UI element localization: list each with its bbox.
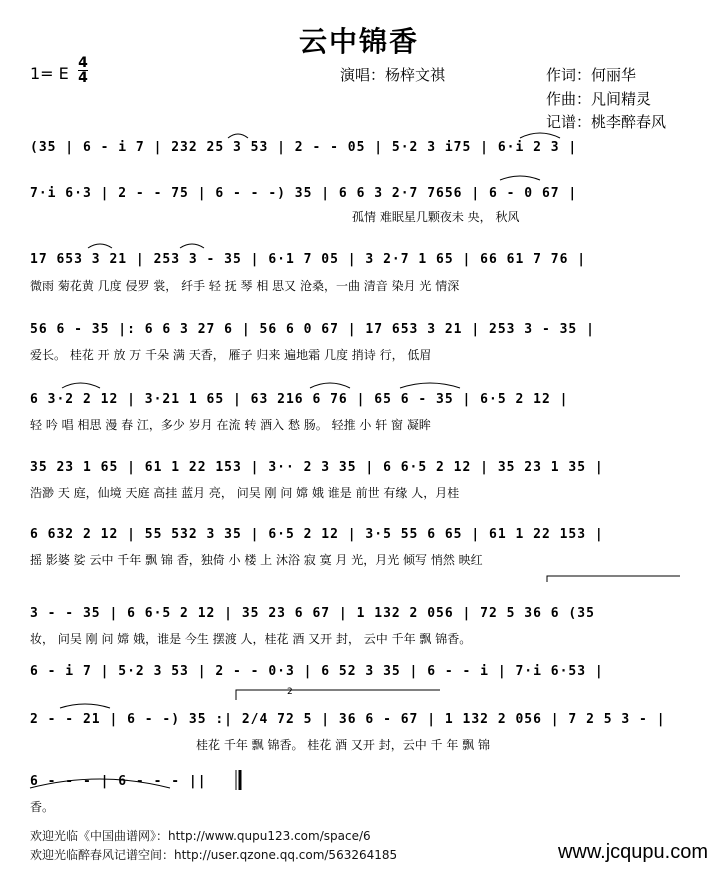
score-line-10-notes: 2 - - 21 | 6 - -) 35 :| 2/4 72 5 | 36 6 - 67 | 1 132 2 056 | 7 2 5 3 - | bbox=[30, 712, 666, 727]
composer-credit: 作曲：凡间精灵 bbox=[546, 90, 652, 108]
score-line-2-lyrics: 孤情 难眠星几颗夜未 央， 秋风 bbox=[352, 210, 520, 224]
score-line-6-notes: 35 23 1 65 | 61 1 22 153 | 3·· 2 3 35 | 6 6·5 2 12 | 35 23 1 35 | bbox=[30, 460, 604, 475]
score-line-8-lyrics: 妆， 问吴 刚 问 嫦 娥，谁是 今生 摆渡 人，桂花 酒 又开 封， 云中 千年 飘 锦香。 bbox=[30, 632, 472, 646]
score-line-5-lyrics: 轻 吟 唱 相思 漫 春 江，多少 岁月 在流 转 酒入 愁 肠。 轻推 小 轩 窗 凝眸 bbox=[30, 418, 431, 432]
score-line-3-notes: 17 653 3 21 | 253 3 - 35 | 6·1 7 05 | 3 2·7 1 65 | 66 61 7 76 | bbox=[30, 252, 587, 267]
score-line-11-lyrics: 香。 bbox=[30, 800, 55, 814]
footer-site-link-2[interactable]: 欢迎光临醉春风记谱空间：http://user.qzone.qq.com/563264185 bbox=[30, 848, 398, 862]
transcriber-credit: 记谱：桃李醉春风 bbox=[546, 113, 667, 131]
time-signature-bottom: 4 bbox=[78, 70, 88, 86]
volta-2-label: 2 bbox=[287, 687, 293, 697]
time-signature-top: 4 bbox=[78, 55, 88, 71]
watermark-logo: www.jcqupu.com bbox=[557, 841, 708, 863]
score-line-5-notes: 6 3·2 2 12 | 3·21 1 65 | 63 216 6 76 | 65 6 - 35 | 6·5 2 12 | bbox=[30, 392, 569, 407]
score-line-7-lyrics: 摇 影婆 娑 云中 千年 飘 锦 香，独倚 小 楼 上 沐浴 寂 寞 月 光，月光 倾写 悄然 映红 bbox=[30, 553, 483, 567]
score-line-10-lyrics: 桂花 千年 飘 锦香。 桂花 酒 又开 封，云中 千 年 飘 锦 bbox=[196, 738, 490, 752]
lyricist-credit: 作词：何丽华 bbox=[546, 66, 637, 84]
key-signature: 1= E bbox=[30, 64, 69, 83]
score-line-7-notes: 6 632 2 12 | 55 532 3 35 | 6·5 2 12 | 3·5 55 6 65 | 61 1 22 153 | bbox=[30, 527, 604, 542]
score-line-1-notes: (35 | 6 - i 7 | 232 25 3 53 | 2 - - 05 | 5·2 3 i75 | 6·i 2 3 | bbox=[30, 140, 578, 155]
score-line-6-lyrics: 浩渺 天 庭，仙境 天庭 高挂 蓝月 亮， 问吴 刚 问 嫦 娥 谁是 前世 有缘 人，月桂 bbox=[30, 486, 460, 500]
score-line-9-notes: 6 - i 7 | 5·2 3 53 | 2 - - 0·3 | 6 52 3 35 | 6 - - i | 7·i 6·53 | bbox=[30, 664, 604, 679]
score-line-2-notes: 7·i 6·3 | 2 - - 75 | 6 - - -) 35 | 6 6 3 2·7 7656 | 6 - 0 67 | bbox=[30, 186, 578, 201]
score-line-4-lyrics: 爱长。 桂花 开 放 万 千朵 满 天香， 雁子 归来 遍地霜 几度 捎诗 行， 低眉 bbox=[30, 348, 432, 362]
score-line-8-notes: 3 - - 35 | 6 6·5 2 12 | 35 23 6 67 | 1 132 2 056 | 72 5 36 6 (35 bbox=[30, 606, 595, 621]
score-line-4-notes: 56 6 - 35 |: 6 6 3 27 6 | 56 6 0 67 | 17 653 3 21 | 253 3 - 35 | bbox=[30, 322, 595, 337]
score-line-11-notes: 6 - - - | 6 - - - || bbox=[30, 774, 207, 789]
footer-site-link-1[interactable]: 欢迎光临《中国曲谱网》：http://www.qupu123.com/space/6 bbox=[30, 829, 371, 843]
song-title: 云中锦香 bbox=[298, 25, 419, 58]
singer-credit: 演唱：杨梓文祺 bbox=[340, 66, 446, 84]
time-signature bbox=[78, 56, 88, 85]
score-line-3-lyrics: 微雨 菊花黄 几度 侵罗 裳， 纤手 轻 抚 琴 相 思又 沧桑，一曲 清音 染月 光 情深 bbox=[30, 279, 460, 293]
